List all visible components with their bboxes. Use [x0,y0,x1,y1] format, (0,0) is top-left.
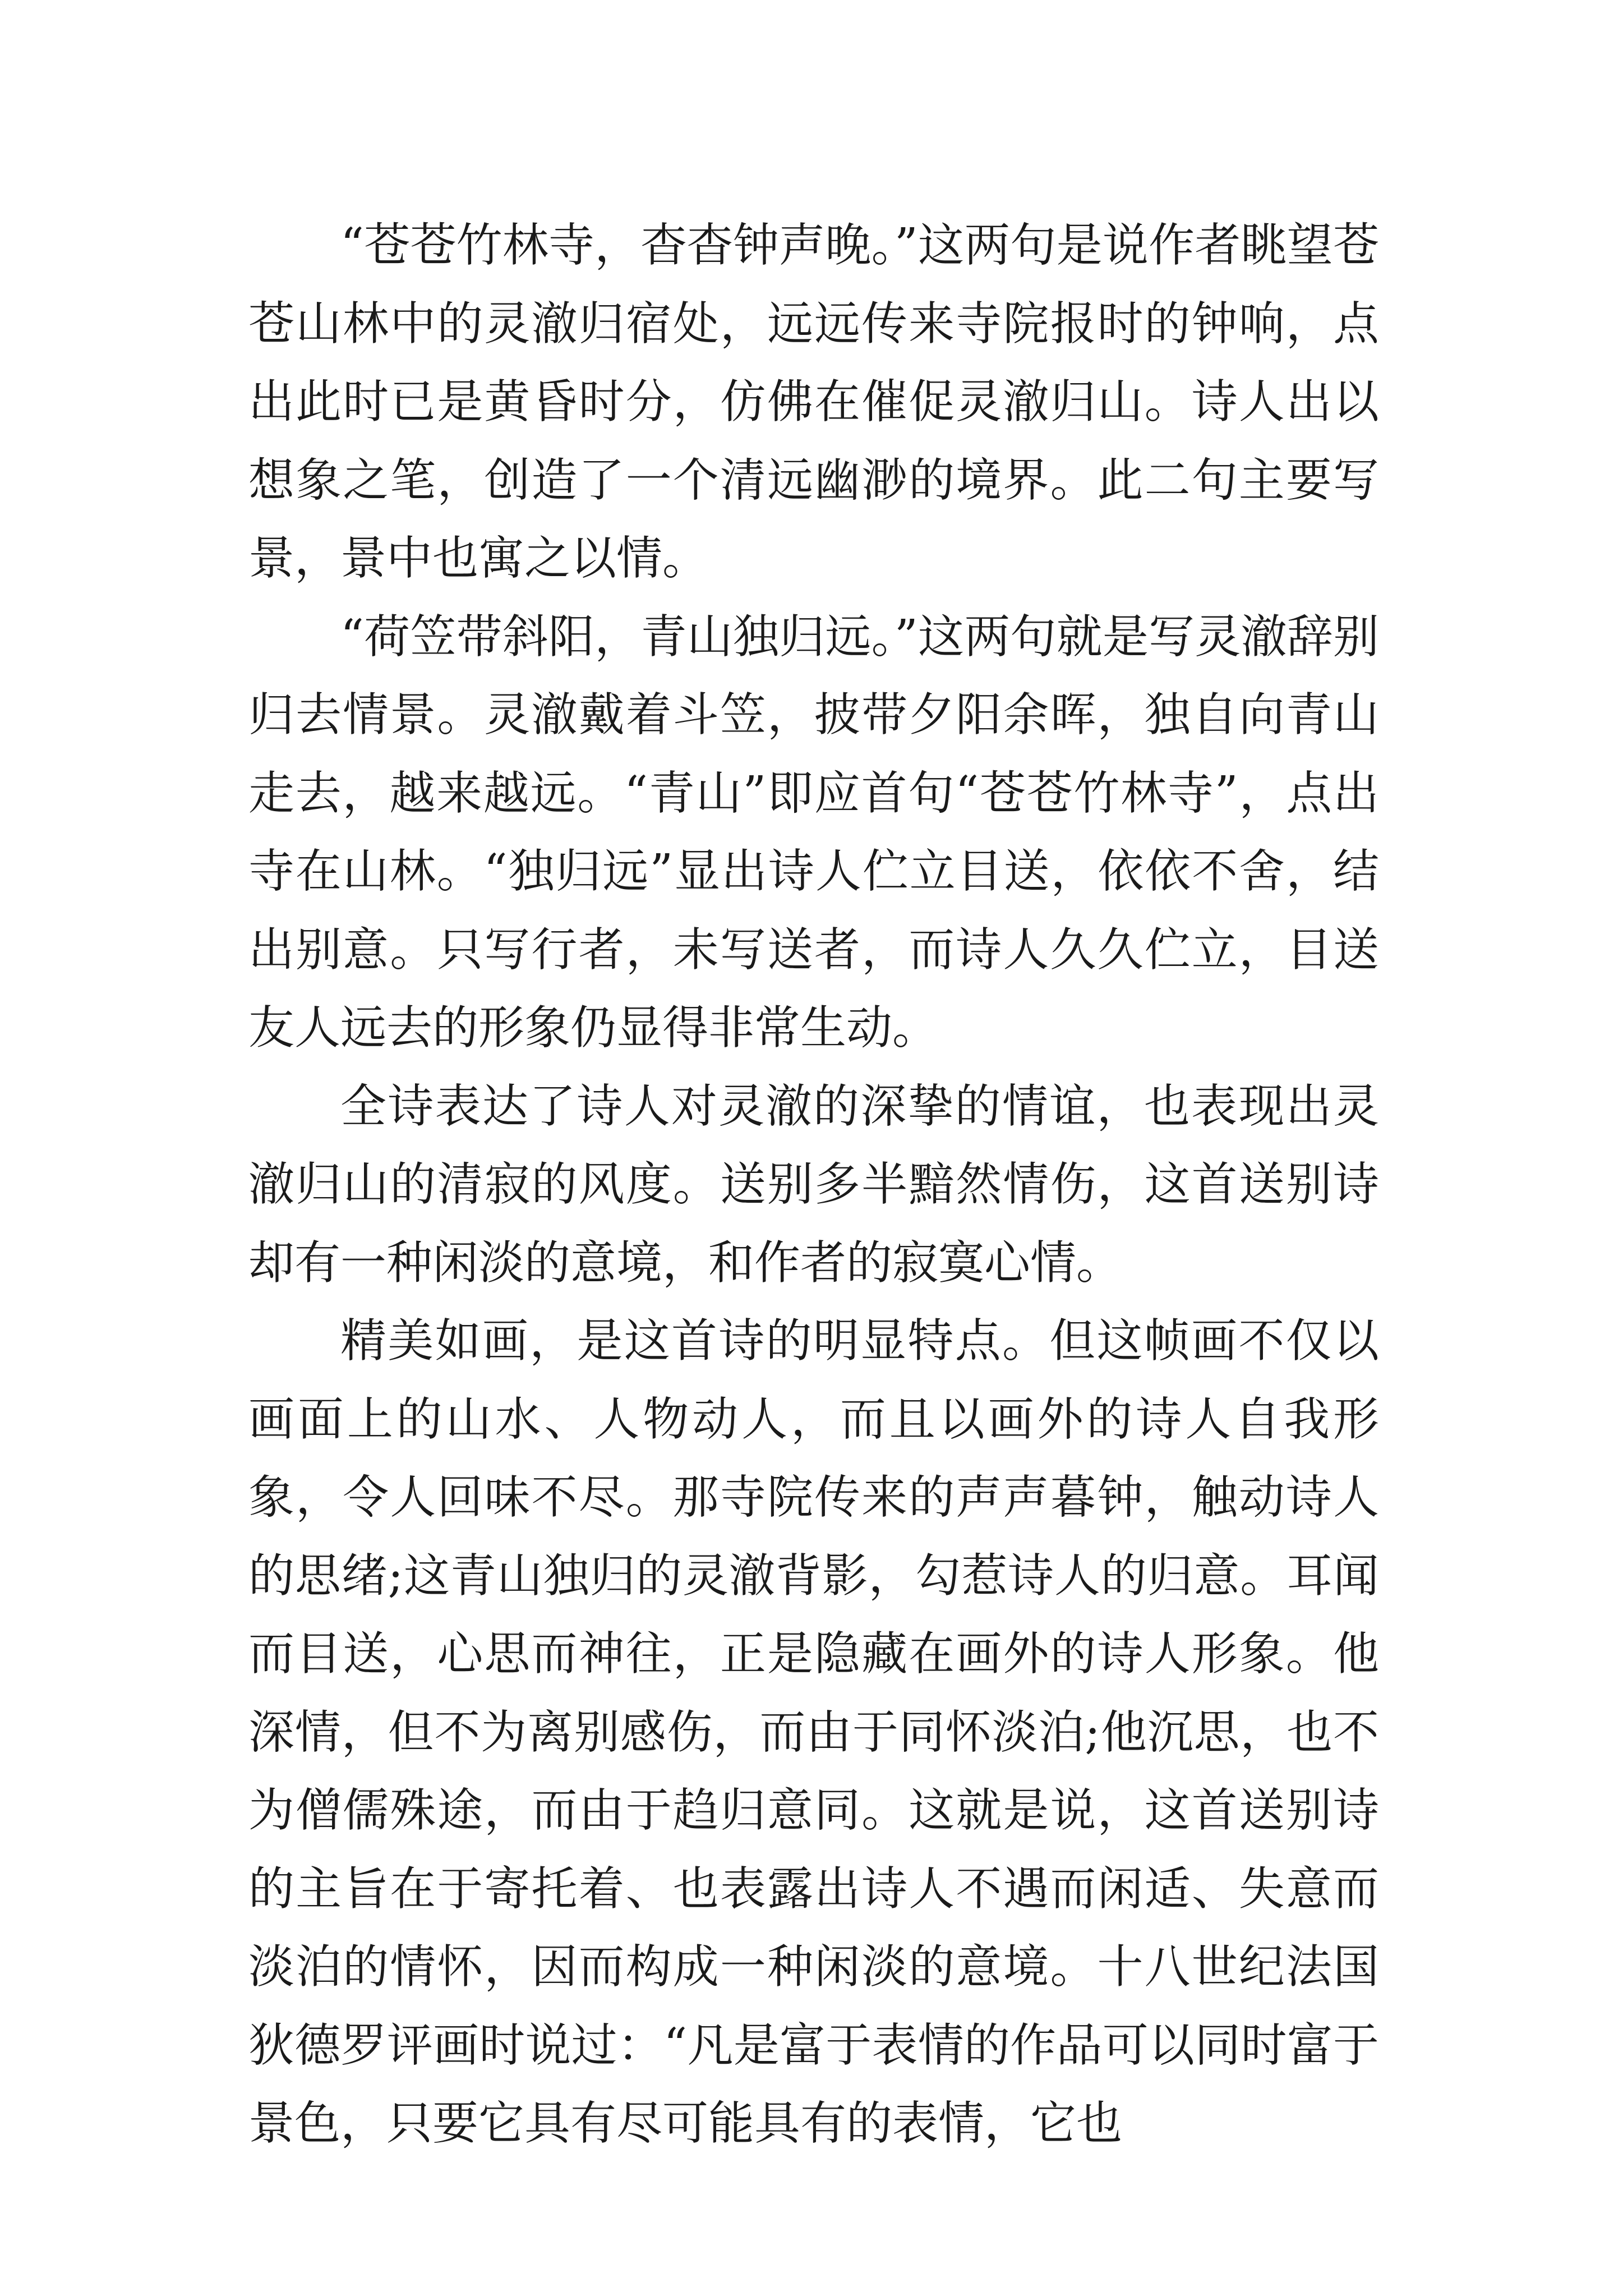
paragraph-2: “荷笠带斜阳，青山独归远。”这两句就是写灵澈辞别归去情景。灵澈戴着斗笠，披带夕阳余晖，独自向青山走去，越来越远。“青山”即应首句“苍苍竹林寺”，点出寺在山林。“独归远”显出诗人伫立目送，依依不舍，结出别意。只写行者，未写送者，而诗人久久伫立，目送友人远去的形象仍显得非常生动。 [248,610,1379,1055]
paragraph-1: “苍苍竹林寺，杳杳钟声晚。”这两句是说作者眺望苍苍山林中的灵澈归宿处，远远传来寺院报时的钟响，点出此时已是黄昏时分，仿佛在催促灵澈归山。诗人出以想象之笔，创造了一个清远幽渺的境界。此二句主要写景，景中也寓之以情。 [248,219,1379,585]
document-body [248,206,1379,2163]
paragraph-4: 精美如画，是这首诗的明显特点。但这帧画不仅以画面上的山水、人物动人，而且以画外的诗人自我形象，令人回味不尽。那寺院传来的声声暮钟，触动诗人的思绪;这青山独归的灵澈背影，勾惹诗人的归意。耳闻而目送，心思而神往，正是隐藏在画外的诗人形象。他深情，但不为离别感伤，而由于同怀淡泊;他沉思，也不为僧儒殊途，而由于趋归意同。这就是说，这首送别诗的主旨在于寄托着、也表露出诗人不遇而闲适、失意而淡泊的情怀，因而构成一种闲淡的意境。十八世纪法国狄德罗评画时说过：“凡是富于表情的作品可以同时富于景色，只要它具有尽可能具有的表情，它也 [248,1314,1379,2150]
paragraph-3: 全诗表达了诗人对灵澈的深挚的情谊，也表现出灵澈归山的清寂的风度。送别多半黯然情伤，这首送别诗却有一种闲淡的意境，和作者的寂寞心情。 [248,1079,1379,1290]
